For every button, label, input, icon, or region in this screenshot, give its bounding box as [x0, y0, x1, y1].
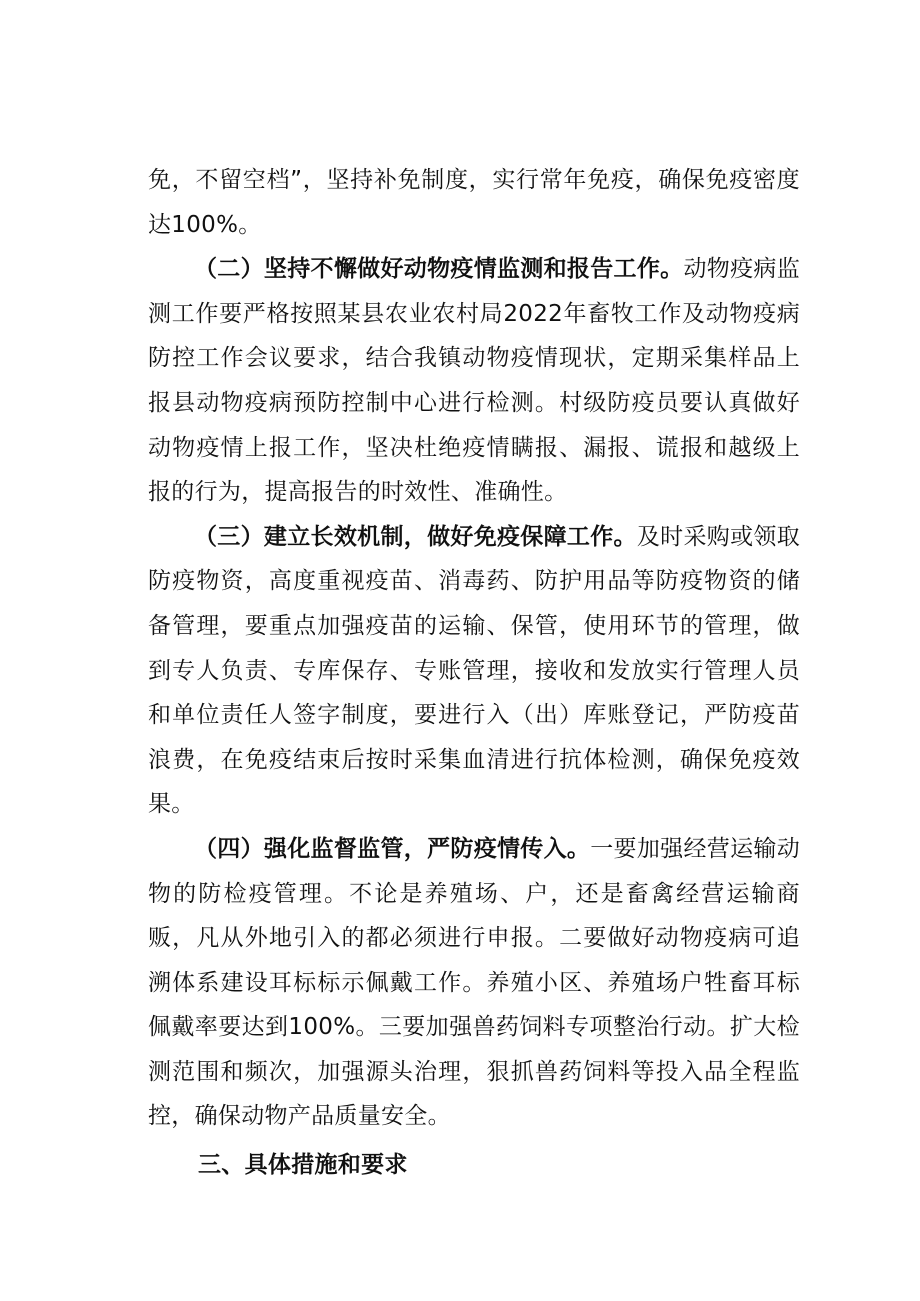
paragraph-text: 免，不留空档”，坚持补免制度，实行常年免疫，确保免疫密度达100%。	[148, 167, 800, 238]
paragraph-text: 及时采购或领取防疫物资，高度重视疫苗、消毒药、防护用品等防疫物资的储备管理，要重点加强疫苗的运输、保管，使用环节的管理，做到专人负责、专库保存、专账管理，接收和发放实行管理人员和单位责任人签字制度，要进行入（出）库账登记，严防疫苗浪费，在免疫结束后按时采集血清进行抗体检测，确保免疫效果。	[148, 523, 800, 818]
paragraph-lead-heading: （三）建立长效机制，做好免疫保障工作。	[194, 523, 637, 550]
paragraph-continued	[148, 158, 800, 247]
section-heading: 三、具体措施和要求	[198, 1152, 408, 1179]
paragraph-monitoring	[148, 247, 800, 515]
document-body	[148, 158, 800, 1188]
paragraph-text: 一要加强经营运输动物的防检疫管理。不论是养殖场、户，还是畜禽经营运输商贩，凡从外地引入的都必须进行申报。二要做好动物疫病可追溯体系建设耳标标示佩戴工作。养殖小区、养殖场户牲畜耳标佩戴率要达到100%。三要加强兽药饲料专项整治行动。扩大检测范围和频次，加强源头治理，狠抓兽药饲料等投入品全程监控，确保动物产品质量安全。	[148, 835, 800, 1130]
paragraph-mechanism	[148, 515, 800, 827]
paragraph-supervision	[148, 827, 800, 1139]
paragraph-text: 动物疫病监测工作要严格按照某县农业农村局2022年畜牧工作及动物疫病防控工作会议要求，结合我镇动物疫情现状，定期采集样品上报县动物疫病预防控制中心进行检测。村级防疫员要认真做好动物疫情上报工作，坚决杜绝疫情瞒报、漏报、谎报和越级上报的行为，提高报告的时效性、准确性。	[148, 256, 800, 506]
paragraph-lead-heading: （四）强化监督监管，严防疫情传入。	[194, 835, 591, 862]
paragraph-lead-heading: （二）坚持不懈做好动物疫情监测和报告工作。	[194, 256, 684, 283]
